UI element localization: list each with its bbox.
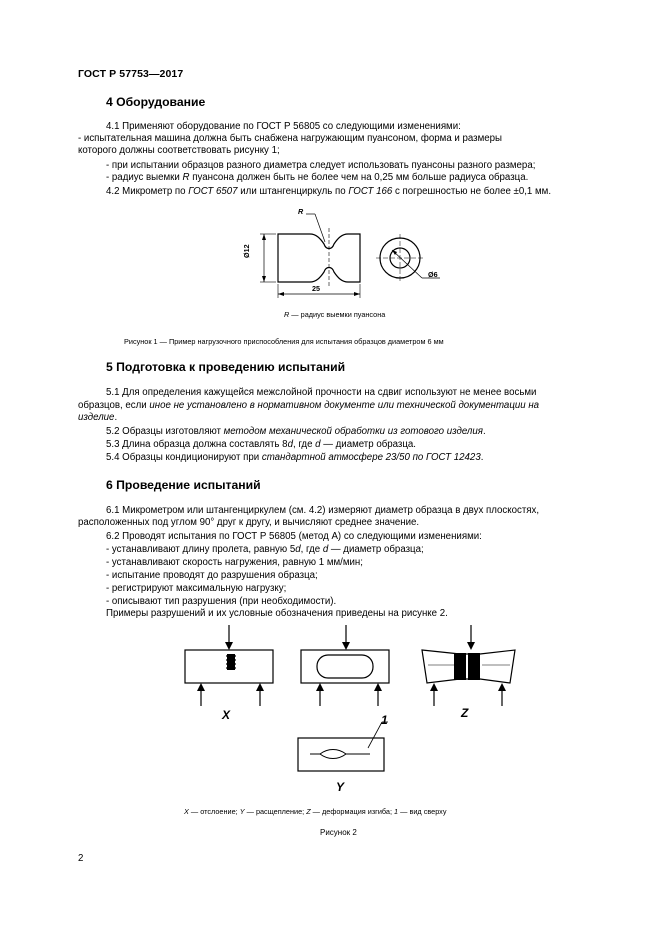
figure-1-label-r: R <box>298 207 304 216</box>
document-id: ГОСТ Р 57753—2017 <box>78 68 184 80</box>
figure-1-drawing <box>230 200 460 310</box>
paragraph-6-1-b: расположенных под углом 90° друг к другу, и вычисляют среднее значение. <box>78 517 420 528</box>
paragraph-4-1-item-a2: которого должны соответствовать рисунку 1; <box>78 145 280 156</box>
figure-2-label-1: 1 <box>381 713 388 727</box>
figure-2-label-x: X <box>222 708 231 722</box>
figure-1-label-25: 25 <box>312 284 320 293</box>
paragraph-6-2-item-e: - описывают тип разрушения (при необходимости). <box>106 596 337 607</box>
paragraph-6-2-item-d: - регистрируют максимальную нагрузку; <box>106 583 287 594</box>
paragraph-4-2: 4.2 Микрометр по ГОСТ 6507 или штангенциркуль по ГОСТ 166 с погрешностью не более ±0,1 мм. <box>106 186 552 197</box>
figure-1-label-d6: Ø6 <box>428 270 438 279</box>
paragraph-5-1-a: 5.1 Для определения кажущейся межслойной прочности на сдвиг используют не менее восьми <box>106 387 537 398</box>
punch-side-view <box>278 234 360 282</box>
figure-2-label-y: Y <box>336 780 345 794</box>
paragraph-4-1-item-b: - при испытании образцов разного диаметра следует использовать пуансоны разного размера; <box>106 160 536 171</box>
paragraph-6-1-a: 6.1 Микрометром или штангенциркулем (см. 4.2) измеряют диаметр образца в двух плоскостях, <box>106 505 540 516</box>
figure-1-legend: R — радиус выемки пуансона <box>284 310 386 319</box>
figure-2-legend: X — отслоение; Y — расщепление; Z — деформация изгиба; 1 — вид сверху <box>184 807 447 816</box>
paragraph-6-2-item-a: - устанавливают длину пролета, равную 5d, где d — диаметр образца; <box>106 544 424 555</box>
paragraph-6-2-intro: 6.2 Проводят испытания по ГОСТ Р 56805 (метод А) со следующими изменениями: <box>106 531 482 542</box>
paragraph-5-1-c: изделие. <box>78 412 118 423</box>
paragraph-4-1-intro: 4.1 Применяют оборудование по ГОСТ Р 56805 со следующими изменениями: <box>106 121 461 132</box>
paragraph-5-4: 5.4 Образцы кондиционируют при стандартной атмосфере 23/50 по ГОСТ 12423. <box>106 452 484 463</box>
section-4-title: 4 Оборудование <box>106 95 206 109</box>
paragraph-5-1-b: образцов, если иное не установлено в нормативном документе или технической документации на <box>78 400 540 411</box>
figure-2-label-z: Z <box>461 706 469 720</box>
paragraph-6-2-item-c: - испытание проводят до разрушения образца; <box>106 570 318 581</box>
delamination-mark <box>227 654 235 670</box>
figure-1-label-d12: Ø12 <box>242 244 251 258</box>
section-6-title: 6 Проведение испытаний <box>106 478 261 492</box>
paragraph-6-2-item-f: Примеры разрушений и их условные обозначения приведены на рисунке 2. <box>106 608 448 619</box>
paragraph-6-2-item-b: - устанавливают скорость нагружения, равную 1 мм/мин; <box>106 557 363 568</box>
paragraph-4-1-item-c: - радиус выемки R пуансона должен быть не более чем на 0,25 мм больше радиуса образца. <box>106 172 529 183</box>
paragraph-5-2: 5.2 Образцы изготовляют методом механической обработки из готового изделия. <box>106 426 486 437</box>
paragraph-5-3: 5.3 Длина образца должна составлять 8d, где d — диаметр образца. <box>106 439 416 450</box>
figure-2-caption: Рисунок 2 <box>320 828 357 837</box>
paragraph-4-1-item-a1: - испытательная машина должна быть снабжена нагружающим пуансоном, форма и размеры <box>78 133 503 144</box>
page-number: 2 <box>78 853 84 864</box>
figure-1-caption: Рисунок 1 — Пример нагрузочного приспособления для испытания образцов диаметром 6 мм <box>124 337 444 346</box>
section-5-title: 5 Подготовка к проведению испытаний <box>106 360 346 374</box>
